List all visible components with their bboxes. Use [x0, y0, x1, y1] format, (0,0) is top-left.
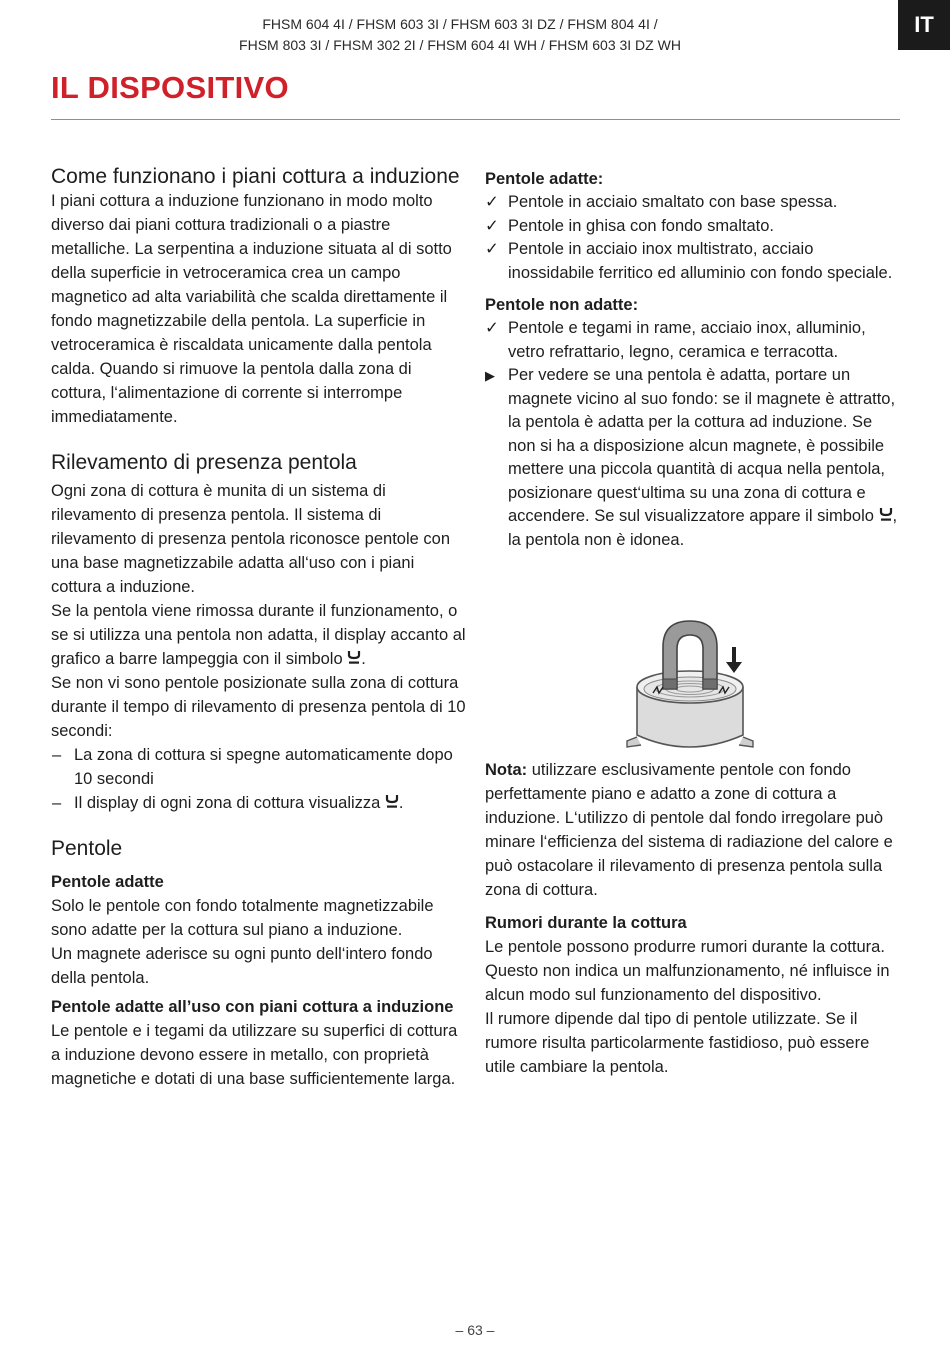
language-badge: IT [898, 0, 950, 50]
subtitle-unsuitable: Pentole non adatte: [485, 296, 639, 314]
subtitle-suitable-pans: Pentole adatte [51, 873, 164, 891]
list-item-text: Per vedere se una pentola è adatta, portare un magnete vicino al suo fondo: se il magnete è attratto, la pentola è adatta per la cottura ad induzione. Se non si ha a disposizione alcun magnete, è possibile mettere una piccola quantità di acqua nella pentola, posizionare quest‘ultima su una zona di cottura e accendere. Se sul visualizzatore appare il simbolo [508, 366, 896, 525]
check-icon: ✓ [485, 240, 499, 258]
pan-not-detected-icon [347, 648, 361, 666]
suitable-pans-p1: Solo le pentole con fondo totalmente magnetizzabile sono adatte per la cottura sul piano a induzione. [51, 897, 434, 939]
list-item [485, 191, 900, 215]
model-list-line-2: FHSM 803 3I / FHSM 302 2I / FHSM 604 4I WH / FHSM 603 3I DZ WH [239, 37, 681, 53]
section-title-pan-detection: Rilevamento di presenza pentola [51, 451, 357, 474]
list-item-text: Pentole in acciaio smaltato con base spessa. [508, 193, 838, 211]
page-number: – 63 – [455, 1322, 495, 1338]
subtitle-induction-pans: Pentole adatte all’uso con piani cottura a induzione [51, 998, 454, 1016]
pan-not-detected-icon [879, 505, 893, 523]
induction-pans-p1: Le pentole e i tegami da utilizzare su superfici di cottura a induzione devono essere in metallo, con proprietà magnetiche e dotati di una base sufficientemente larga. [51, 1022, 458, 1088]
list-item [485, 317, 900, 364]
model-list-line-1: FHSM 604 4I / FHSM 603 3I / FHSM 603 3I DZ / FHSM 804 4I / [262, 16, 658, 32]
section-title-pans: Pentole [51, 837, 123, 860]
list-item [51, 791, 469, 815]
magnet-pan-illustration [623, 617, 756, 757]
unsuitable-list [485, 317, 900, 552]
check-icon: ✓ [485, 193, 499, 211]
left-column [51, 165, 469, 1091]
noise-p1: Le pentole possono produrre rumori durante la cottura. Questo non indica un malfunzionamento, né influisce in alcun modo sul funzionamento del dispositivo. [485, 938, 890, 1004]
list-item-text: Pentole e tegami in rame, acciaio inox, alluminio, vetro refrattario, legno, ceramica e terracotta. [508, 319, 866, 361]
suitable-list [485, 191, 900, 285]
list-item [51, 743, 469, 791]
suitable-pans-p2: Un magnete aderisce su ogni punto dell‘intero fondo della pentola. [51, 945, 433, 987]
check-icon: ✓ [485, 216, 499, 235]
page-title: IL DISPOSITIVO [51, 70, 289, 105]
subtitle-suitable: Pentole adatte: [485, 170, 604, 188]
list-item [485, 215, 900, 239]
section-title-induction: Come funzionano i piani cottura a induzione [51, 165, 460, 188]
dash-marker: – [52, 746, 62, 764]
list-item [485, 364, 900, 552]
pan-detection-p2 [51, 599, 469, 671]
pan-detection-p2-end: . [361, 650, 366, 668]
list-item [485, 238, 900, 285]
title-divider [51, 119, 900, 120]
dash-marker: – [52, 794, 62, 812]
pan-detection-p1: Ogni zona di cottura è munita di un sistema di rilevamento di presenza pentola. Il sistema di rilevamento di presenza pentola riconosce pentole con una base magnetizzabile adatta all‘uso con i piani cottura a induzione. [51, 482, 450, 596]
subtitle-noise: Rumori durante la cottura [485, 914, 687, 932]
note-label: Nota: [485, 761, 528, 779]
list-item-end: . [398, 794, 404, 812]
model-list [180, 14, 740, 56]
noise-p2: Il rumore dipende dal tipo di pentole utilizzate. Se il rumore risulta particolarmente fastidioso, può essere utile cambiare la pentola. [485, 1010, 870, 1076]
pan-not-detected-icon [385, 792, 399, 810]
note-text: utilizzare esclusivamente pentole con fondo perfettamente piano e adatto a zone di cottura a induzione. L‘utilizzo di pentole dal fondo irregolare può minare l‘efficienza del sistema di radiazione del calore e può ostacolare il rilevamento di presenza pentola sulla zona di cottura. [485, 761, 893, 899]
pan-detection-p3: Se non vi sono pentole posizionate sulla zona di cottura durante il tempo di rilevamento di presenza pentola di 10 secondi: [51, 674, 466, 740]
list-item-end: , la pentola non è idonea. [508, 507, 898, 549]
pan-detection-list [51, 743, 469, 815]
check-icon: ✓ [485, 319, 499, 337]
list-item-text: La zona di cottura si spegne automaticamente dopo 10 secondi [74, 746, 453, 788]
list-item-text: Pentole in ghisa con fondo smaltato. [508, 216, 775, 235]
pan-detection-p2-text: Se la pentola viene rimossa durante il funzionamento, o se si utilizza una pentola non adatta, il display accanto al grafico a barre lampeggia con il simbolo [51, 602, 466, 668]
arrow-right-icon: ▶ [485, 368, 495, 383]
note-paragraph [485, 758, 900, 902]
induction-body: I piani cottura a induzione funzionano in modo molto diverso dai piani cottura tradizionali o a piastre metalliche. La serpentina a induzione situata al di sotto della superficie in vetroceramica crea un campo magnetico ad alta variabilità che scalda direttamente il fondo magnetizzabile della pentola. La superficie in vetroceramica è riscaldata unicamente dalla pentola calda. Quando si rimuove la pentola dalla zona di cottura, l‘alimentazione di corrente si interrompe immediatamente. [51, 192, 452, 426]
list-item-text: Il display di ogni zona di cottura visualizza [74, 794, 385, 812]
list-item-text: Pentole in acciaio inox multistrato, acciaio inossidabile ferritico ed alluminio con fondo speciale. [508, 240, 893, 282]
